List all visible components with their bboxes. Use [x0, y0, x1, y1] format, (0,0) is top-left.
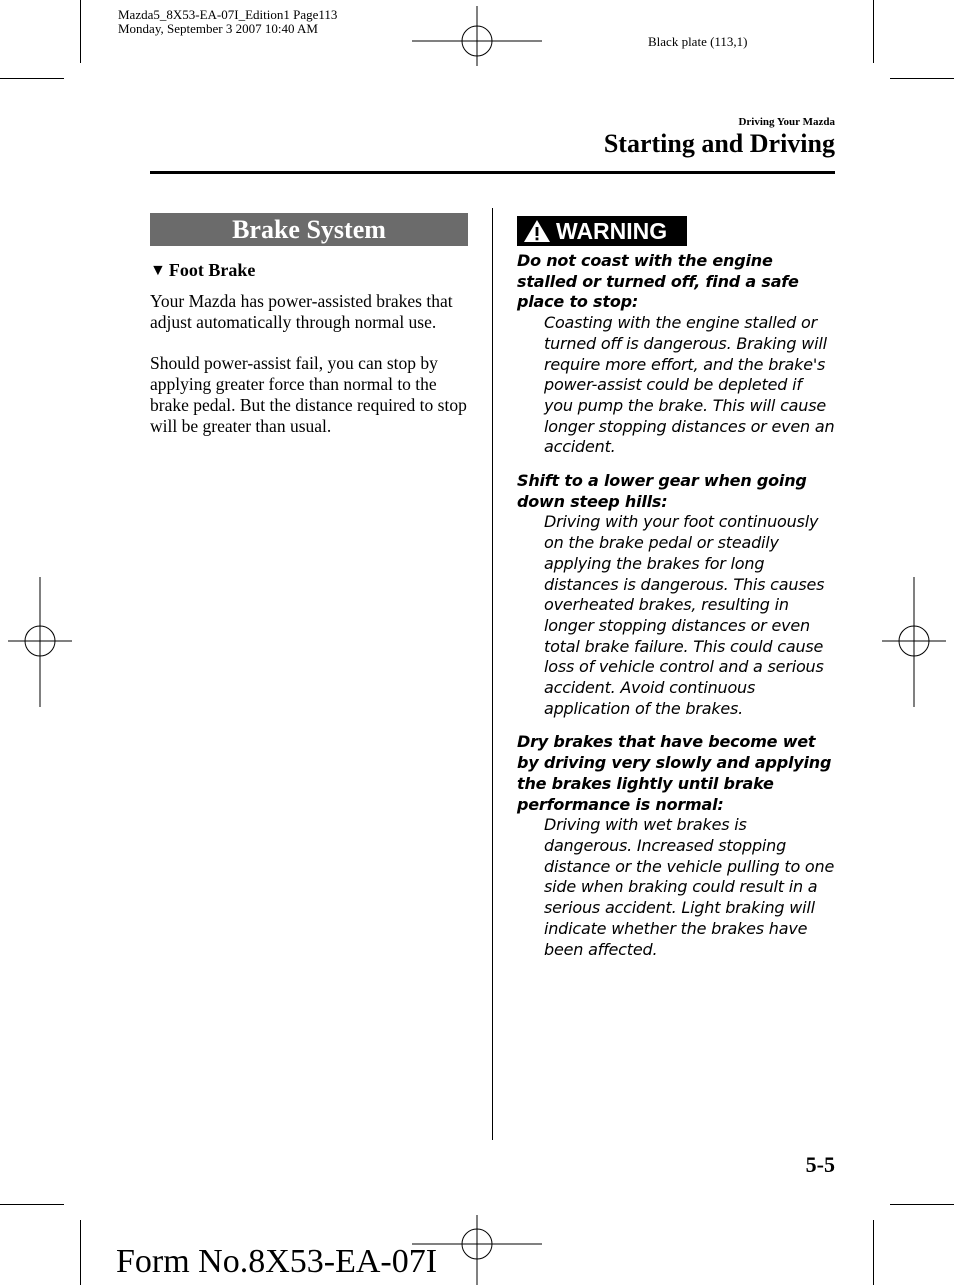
header-rule: [150, 171, 835, 174]
warning-item-heading: Shift to a lower gear when going down steep hills:: [517, 471, 807, 511]
triangle-down-icon: ▼: [150, 261, 166, 279]
plate-label: Black plate (113,1): [648, 34, 748, 49]
print-meta-line1: Mazda5_8X53-EA-07I_Edition1 Page113: [118, 7, 338, 22]
warning-label: WARNING: [556, 217, 668, 244]
subheading: [150, 260, 468, 281]
registration-mark-icon: [882, 577, 946, 707]
warning-item: [517, 471, 835, 719]
warning-item: [517, 251, 835, 458]
column-divider: [492, 208, 493, 1140]
left-column: [150, 213, 468, 437]
warning-block: [517, 216, 835, 960]
subheading-text: Foot Brake: [168, 260, 256, 280]
warning-badge: [517, 216, 687, 246]
warning-item-body: Driving with wet brakes is dangerous. Increased stopping distance or the vehicle pulling to one side when braking could result in a serious accident. Light braking will indicate whether the brakes have been affected.: [544, 815, 835, 959]
page-number: 5-5: [805, 1152, 835, 1177]
registration-mark-icon: [8, 577, 72, 707]
print-meta: [118, 8, 337, 36]
chapter-title: Starting and Driving: [603, 129, 835, 158]
warning-item: [517, 732, 835, 960]
print-meta-line2: Monday, September 3 2007 10:40 AM: [118, 21, 318, 36]
paragraph: Your Mazda has power-assisted brakes that adjust automatically through normal use.: [150, 291, 453, 332]
registration-mark-icon: [412, 6, 542, 66]
warning-item-body: Coasting with the engine stalled or turned off is dangerous. Braking will require more effort, and the brake's power-assist could be depleted if you pump the brake. This will cause longer stopping distances or even an accident.: [544, 313, 835, 457]
section-heading: Brake System: [150, 213, 468, 246]
form-number: Form No.8X53-EA-07I: [116, 1243, 438, 1280]
warning-item-heading: Dry brakes that have become wet by driving very slowly and applying the brakes lightly until brake performance is normal:: [517, 732, 832, 814]
paragraph: Should power-assist fail, you can stop by applying greater force than normal to the brake pedal. But the distance required to stop will be greater than usual.: [150, 353, 467, 436]
section-title: Driving Your Mazda: [738, 116, 835, 128]
warning-item-heading: Do not coast with the engine stalled or turned off, find a safe place to stop:: [517, 251, 799, 312]
warning-triangle-icon: [523, 219, 551, 243]
warning-item-body: Driving with your foot continuously on the brake pedal or steadily applying the brakes for long distances is dangerous. This causes overheated brakes, resulting in longer stopping distances or even total brake failure. This could cause loss of vehicle control and a serious accident. Avoid continuous application of the brakes.: [544, 512, 825, 718]
